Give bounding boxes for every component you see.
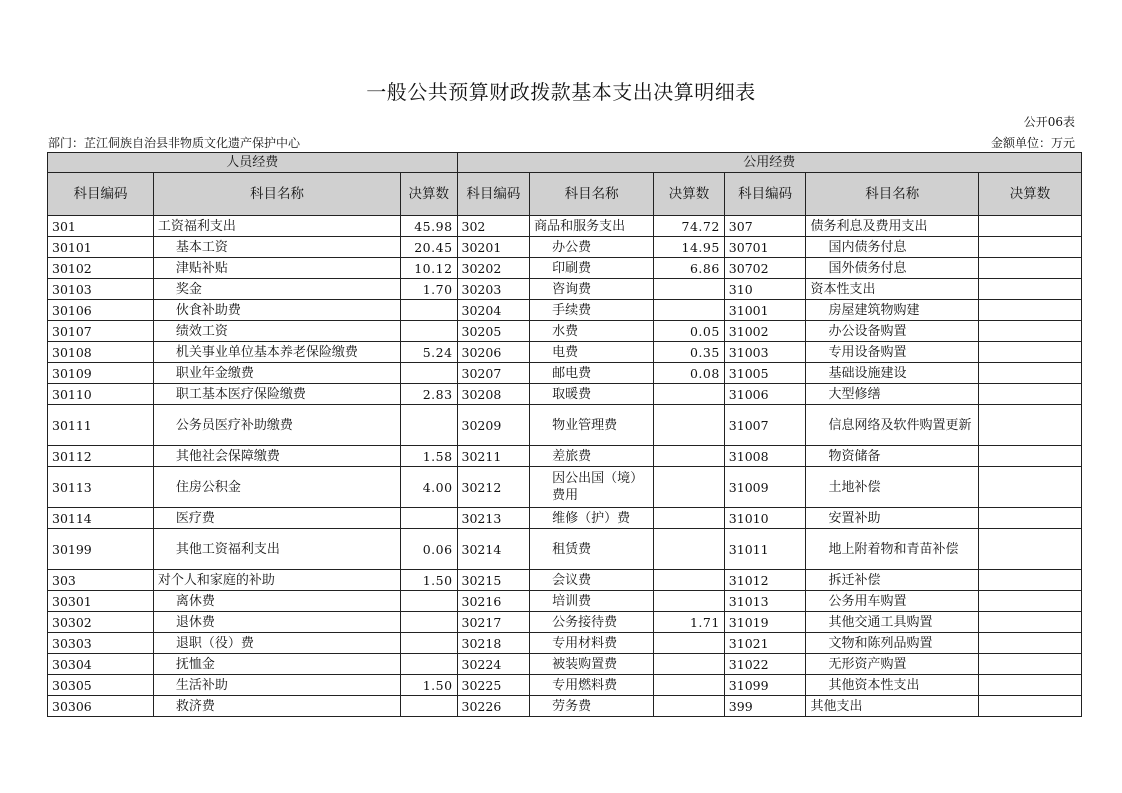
subject-code-cell: 31099 [724,675,806,696]
subject-code-cell: 31005 [724,363,806,384]
amount-cell [654,300,725,321]
subject-name-cell: 专用材料费 [530,633,654,654]
amount-cell [978,654,1081,675]
amount-cell [978,570,1081,591]
amount-cell [401,321,458,342]
subject-name-cell: 抚恤金 [153,654,400,675]
subject-name-cell: 劳务费 [530,696,654,717]
subject-code-cell: 30306 [48,696,154,717]
subject-name-cell: 邮电费 [530,363,654,384]
subject-code-cell: 30211 [457,446,530,467]
subject-code-cell: 30213 [457,508,530,529]
subject-name-cell: 债务利息及费用支出 [806,216,978,237]
amount-cell: 1.58 [401,446,458,467]
amount-cell [401,696,458,717]
amount-cell: 6.86 [654,258,725,279]
table-row [48,363,1082,384]
amount-cell [978,237,1081,258]
subject-name-cell: 医疗费 [153,508,400,529]
amount-cell: 0.05 [654,321,725,342]
subject-name-cell: 手续费 [530,300,654,321]
subject-code-cell: 30304 [48,654,154,675]
subject-code-cell: 30108 [48,342,154,363]
subject-code-cell: 31006 [724,384,806,405]
table-row [48,237,1082,258]
subject-name-cell: 物资储备 [806,446,978,467]
amount-cell: 0.06 [401,529,458,570]
table-row [48,529,1082,570]
subject-name-cell: 专用燃料费 [530,675,654,696]
table-row [48,342,1082,363]
amount-cell: 14.95 [654,237,725,258]
subject-code-cell: 302 [457,216,530,237]
amount-cell: 1.70 [401,279,458,300]
amount-cell [978,216,1081,237]
subject-name-cell: 咨询费 [530,279,654,300]
amount-cell [654,467,725,508]
amount-cell [654,508,725,529]
amount-cell: 45.98 [401,216,458,237]
subject-name-cell: 培训费 [530,591,654,612]
subject-code-cell: 30109 [48,363,154,384]
subject-name-cell: 文物和陈列品购置 [806,633,978,654]
subject-name-cell: 水费 [530,321,654,342]
table-row [48,675,1082,696]
subject-code-cell: 30206 [457,342,530,363]
subject-name-cell: 其他工资福利支出 [153,529,400,570]
subject-code-cell: 31002 [724,321,806,342]
amount-cell [401,591,458,612]
subject-code-cell: 30305 [48,675,154,696]
subject-name-cell: 退职（役）费 [153,633,400,654]
amount-cell [401,300,458,321]
header-amount: 决算数 [978,173,1081,216]
table-row [48,570,1082,591]
subject-code-cell: 30110 [48,384,154,405]
expenditure-table [47,152,1082,717]
subject-name-cell: 国外债务付息 [806,258,978,279]
subject-name-cell: 会议费 [530,570,654,591]
amount-cell [978,612,1081,633]
header-amount: 决算数 [401,173,458,216]
subject-name-cell: 津贴补贴 [153,258,400,279]
subject-name-cell: 房屋建筑物购建 [806,300,978,321]
subject-name-cell: 地上附着物和青苗补偿 [806,529,978,570]
subject-name-cell: 职工基本医疗保险缴费 [153,384,400,405]
amount-cell [978,321,1081,342]
subject-code-cell: 30208 [457,384,530,405]
subject-name-cell: 印刷费 [530,258,654,279]
subject-name-cell: 退休费 [153,612,400,633]
subject-name-cell: 资本性支出 [806,279,978,300]
amount-cell [401,654,458,675]
subject-code-cell: 30112 [48,446,154,467]
amount-cell [654,384,725,405]
amount-cell: 1.50 [401,570,458,591]
amount-cell [654,654,725,675]
subject-code-cell: 307 [724,216,806,237]
amount-cell [401,508,458,529]
subject-code-cell: 30202 [457,258,530,279]
subject-name-cell: 办公设备购置 [806,321,978,342]
subject-name-cell: 租赁费 [530,529,654,570]
subject-code-cell: 30216 [457,591,530,612]
page-title: 一般公共预算财政拨款基本支出决算明细表 [366,80,756,104]
table-row [48,446,1082,467]
amount-cell [978,591,1081,612]
subject-name-cell: 商品和服务支出 [530,216,654,237]
subject-code-cell: 30205 [457,321,530,342]
amount-unit-label: 金额单位：万元 [990,136,1075,150]
subject-name-cell: 土地补偿 [806,467,978,508]
subject-code-cell: 30114 [48,508,154,529]
amount-cell [401,633,458,654]
amount-cell [654,405,725,446]
table-row [48,612,1082,633]
subject-name-cell: 因公出国（境）费用 [530,467,654,508]
subject-name-cell: 公务用车购置 [806,591,978,612]
amount-cell [978,342,1081,363]
subject-code-cell: 31021 [724,633,806,654]
subject-code-cell: 31008 [724,446,806,467]
table-row [48,258,1082,279]
section-public: 公用经费 [457,153,1081,173]
subject-name-cell: 物业管理费 [530,405,654,446]
subject-name-cell: 其他交通工具购置 [806,612,978,633]
amount-cell [978,446,1081,467]
subject-code-cell: 30101 [48,237,154,258]
section-personnel: 人员经费 [48,153,458,173]
amount-cell [654,570,725,591]
table-row [48,279,1082,300]
subject-name-cell: 对个人和家庭的补助 [153,570,400,591]
amount-cell: 0.35 [654,342,725,363]
amount-cell [654,696,725,717]
amount-cell: 1.50 [401,675,458,696]
amount-cell: 10.12 [401,258,458,279]
table-row [48,300,1082,321]
subject-name-cell: 绩效工资 [153,321,400,342]
subject-name-cell: 维修（护）费 [530,508,654,529]
subject-code-cell: 30226 [457,696,530,717]
table-row [48,467,1082,508]
amount-cell [978,363,1081,384]
amount-cell [654,279,725,300]
subject-code-cell: 30102 [48,258,154,279]
header-code: 科目编码 [48,173,154,216]
amount-cell [654,446,725,467]
subject-code-cell: 30207 [457,363,530,384]
subject-code-cell: 30113 [48,467,154,508]
subject-name-cell: 机关事业单位基本养老保险缴费 [153,342,400,363]
amount-cell [978,258,1081,279]
subject-name-cell: 被装购置费 [530,654,654,675]
subject-code-cell: 31013 [724,591,806,612]
subject-code-cell: 30201 [457,237,530,258]
amount-cell [978,696,1081,717]
header-name: 科目名称 [153,173,400,216]
subject-name-cell: 取暖费 [530,384,654,405]
subject-code-cell: 30214 [457,529,530,570]
subject-code-cell: 30103 [48,279,154,300]
amount-cell: 20.45 [401,237,458,258]
subject-code-cell: 30111 [48,405,154,446]
subject-code-cell: 31022 [724,654,806,675]
subject-code-cell: 399 [724,696,806,717]
subject-code-cell: 31010 [724,508,806,529]
subject-name-cell: 无形资产购置 [806,654,978,675]
subject-code-cell: 31001 [724,300,806,321]
subject-code-cell: 30106 [48,300,154,321]
table-row [48,321,1082,342]
subject-code-cell: 301 [48,216,154,237]
amount-cell [978,508,1081,529]
subject-code-cell: 30303 [48,633,154,654]
subject-code-cell: 30301 [48,591,154,612]
amount-cell [978,675,1081,696]
table-row [48,654,1082,675]
subject-code-cell: 303 [48,570,154,591]
table-row [48,633,1082,654]
department-label: 部门：芷江侗族自治县非物质文化遗产保护中心 [48,136,301,150]
subject-name-cell: 基本工资 [153,237,400,258]
subject-name-cell: 拆迁补偿 [806,570,978,591]
amount-cell [978,529,1081,570]
subject-name-cell: 工资福利支出 [153,216,400,237]
subject-name-cell: 基础设施建设 [806,363,978,384]
subject-name-cell: 差旅费 [530,446,654,467]
amount-cell [654,633,725,654]
header-name: 科目名称 [530,173,654,216]
subject-code-cell: 30217 [457,612,530,633]
table-row [48,384,1082,405]
table-row [48,696,1082,717]
amount-cell [654,529,725,570]
subject-name-cell: 公务接待费 [530,612,654,633]
subject-name-cell: 救济费 [153,696,400,717]
subject-name-cell: 离休费 [153,591,400,612]
subject-code-cell: 30199 [48,529,154,570]
header-name: 科目名称 [806,173,978,216]
subject-code-cell: 30702 [724,258,806,279]
header-code: 科目编码 [457,173,530,216]
subject-code-cell: 30218 [457,633,530,654]
amount-cell [401,612,458,633]
subject-code-cell: 30203 [457,279,530,300]
subject-name-cell: 国内债务付息 [806,237,978,258]
table-row [48,216,1082,237]
amount-cell: 5.24 [401,342,458,363]
subject-code-cell: 31019 [724,612,806,633]
amount-cell [978,300,1081,321]
subject-name-cell: 公务员医疗补助缴费 [153,405,400,446]
subject-name-cell: 信息网络及软件购置更新 [806,405,978,446]
amount-cell: 74.72 [654,216,725,237]
subject-code-cell: 310 [724,279,806,300]
subject-code-cell: 30215 [457,570,530,591]
amount-cell [654,675,725,696]
header-code: 科目编码 [724,173,806,216]
subject-name-cell: 奖金 [153,279,400,300]
subject-name-cell: 其他社会保障缴费 [153,446,400,467]
subject-code-cell: 31007 [724,405,806,446]
subject-code-cell: 30701 [724,237,806,258]
subject-code-cell: 30224 [457,654,530,675]
subject-code-cell: 31003 [724,342,806,363]
amount-cell [978,384,1081,405]
subject-name-cell: 住房公积金 [153,467,400,508]
amount-cell: 2.83 [401,384,458,405]
subject-code-cell: 31009 [724,467,806,508]
amount-cell [401,363,458,384]
subject-name-cell: 专用设备购置 [806,342,978,363]
subject-code-cell: 31011 [724,529,806,570]
amount-cell [401,405,458,446]
amount-cell [978,467,1081,508]
subject-code-cell: 30204 [457,300,530,321]
subject-name-cell: 安置补助 [806,508,978,529]
form-number: 公开06表 [1023,115,1075,129]
subject-code-cell: 31012 [724,570,806,591]
subject-name-cell: 职业年金缴费 [153,363,400,384]
amount-cell: 4.00 [401,467,458,508]
subject-code-cell: 30209 [457,405,530,446]
amount-cell [978,405,1081,446]
subject-name-cell: 大型修缮 [806,384,978,405]
subject-name-cell: 电费 [530,342,654,363]
subject-name-cell: 伙食补助费 [153,300,400,321]
table-row [48,405,1082,446]
subject-name-cell: 其他资本性支出 [806,675,978,696]
subject-name-cell: 其他支出 [806,696,978,717]
table-row [48,508,1082,529]
subject-code-cell: 30107 [48,321,154,342]
amount-cell: 1.71 [654,612,725,633]
amount-cell [654,591,725,612]
table-row [48,591,1082,612]
subject-code-cell: 30225 [457,675,530,696]
subject-code-cell: 30212 [457,467,530,508]
subject-name-cell: 生活补助 [153,675,400,696]
subject-code-cell: 30302 [48,612,154,633]
amount-cell [978,633,1081,654]
header-amount: 决算数 [654,173,725,216]
amount-cell [978,279,1081,300]
amount-cell: 0.08 [654,363,725,384]
subject-name-cell: 办公费 [530,237,654,258]
